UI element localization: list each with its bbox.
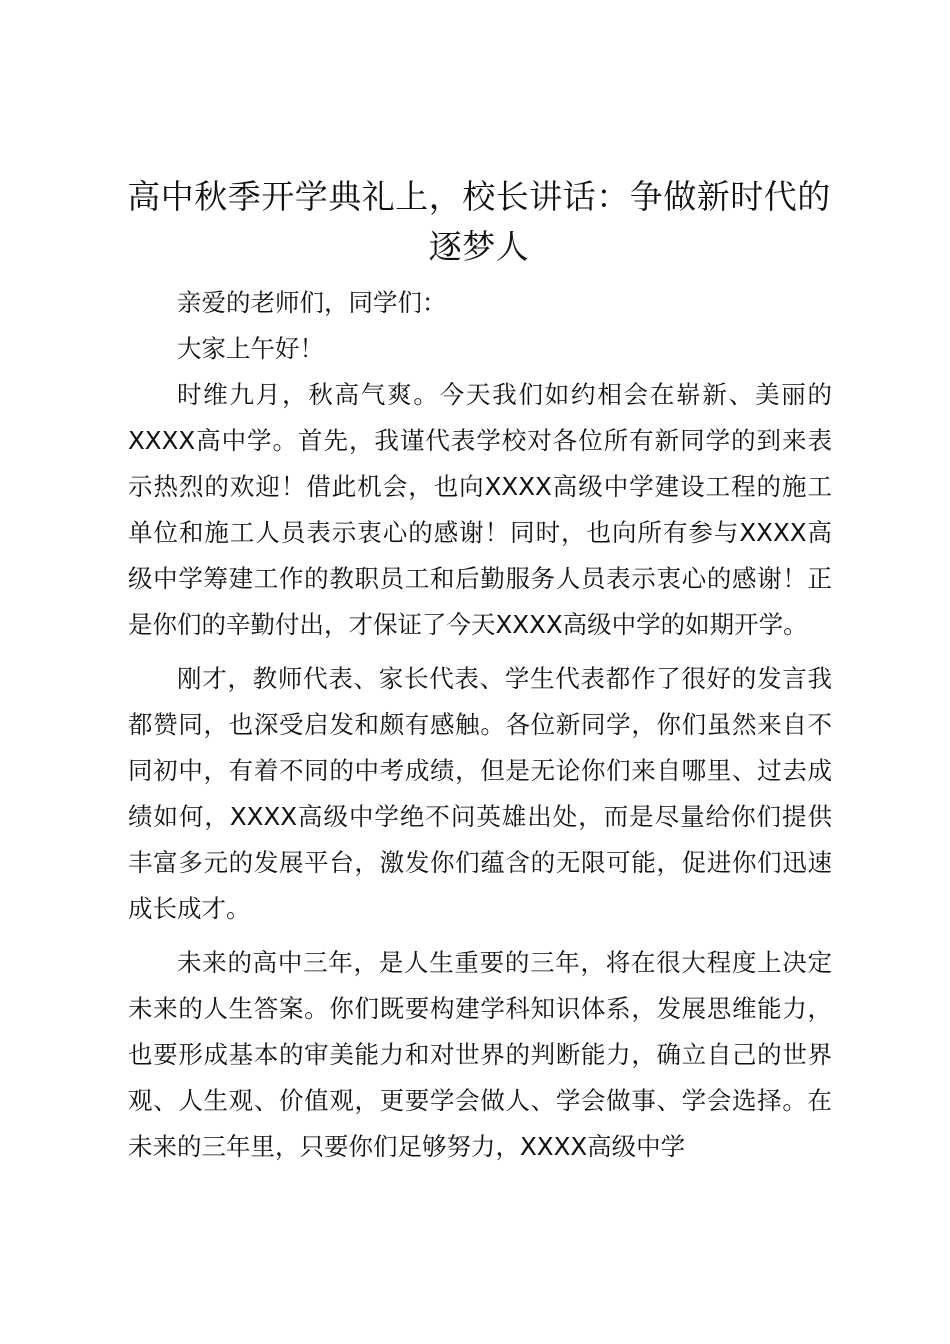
paragraph-welcome: 时维九月，秋高气爽。今天我们如约相会在崭新、美丽的XXXX高中学。首先，我谨代表学校对各位所有新同学的到来表示热烈的欢迎！借此机会，也向XXXX高级中学建设工程的施工单位和施工人员表示衷心的感谢！同时，也向所有参与XXXX高级中学筹建工作的教职员工和后勤服务人员表示衷心的感谢！正是你们的辛勤付出，才保证了今天XXXX高级中学的如期开学。 — [128, 380, 832, 639]
paragraph-encouragement: 刚才，教师代表、家长代表、学生代表都作了很好的发言我都赞同，也深受启发和颇有感触。各位新同学，你们虽然来自不同初中，有着不同的中考成绩，但是无论你们来自哪里、过去成绩如何，XXXX高级中学绝不问英雄出处，而是尽量给你们提供丰富多元的发展平台，激发你们蕴含的无限可能，促进你们迅速成长成才。 — [128, 664, 832, 923]
paragraph-salutation: 亲爱的老师们，同学们： — [177, 288, 447, 317]
paragraph-greeting: 大家上午好！ — [177, 334, 324, 363]
document-title: 高中秋季开学典礼上，校长讲话：争做新时代的逐梦人 — [127, 177, 831, 266]
paragraph-future: 未来的高中三年，是人生重要的三年，将在很大程度上决定未来的人生答案。你们既要构建学科知识体系，发展思维能力，也要形成基本的审美能力和对世界的判断能力，确立自己的世界观、人生观、价值观，更要学会做人、学会做事、学会选择。在未来的三年里，只要你们足够努力，XXXX高级中学 — [128, 948, 832, 1161]
document-body — [128, 280, 832, 1170]
